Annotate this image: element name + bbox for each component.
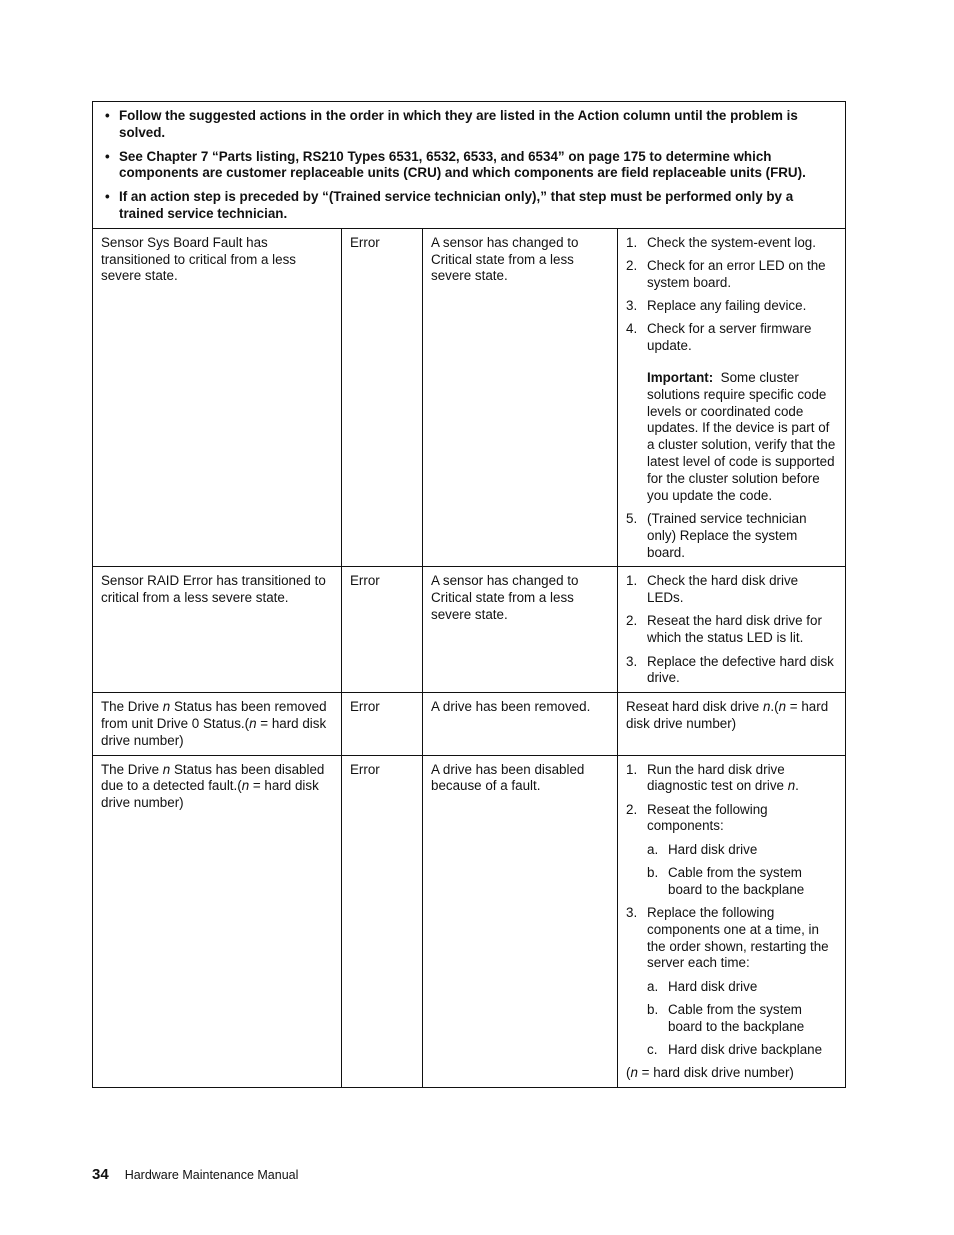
description-cell [423, 228, 618, 567]
action-step: 1. Check the hard disk drive LEDs. [626, 573, 799, 606]
error-code-table [92, 101, 846, 1088]
message-cell [93, 693, 342, 755]
action-cell [618, 228, 846, 567]
description-text: A sensor has changed to Critical state from a less severe state. [431, 234, 579, 284]
page-number: 34 [92, 1166, 109, 1183]
severity-text: Error [350, 234, 380, 250]
action-steps [626, 762, 838, 1059]
message-text: Sensor RAID Error has transitioned to critical from a less severe state. [101, 573, 326, 606]
sub-step: b. Cable from the system board to the backplane [647, 864, 805, 897]
message-text: The Drive n Status has been disabled due to a detected fault.(n = hard disk drive number) [101, 761, 325, 811]
severity-cell [342, 567, 423, 693]
sub-step: c. Hard disk drive backplane [647, 1042, 823, 1058]
message-cell [93, 567, 342, 693]
severity-text: Error [350, 699, 380, 715]
table-row [93, 567, 846, 693]
message-cell [93, 755, 342, 1088]
table-header-notes [93, 102, 846, 229]
page-footer [92, 1166, 298, 1183]
severity-cell [342, 755, 423, 1088]
manual-title: Hardware Maintenance Manual [124, 1168, 299, 1182]
important-note [647, 370, 838, 504]
action-step: 5. (Trained service technician only) Replace the system board. [626, 510, 807, 560]
action-step: 2. Check for an error LED on the system board. [626, 258, 826, 290]
action-step: 2. Reseat the following components: a. Hard disk drive b. Cable from the system board to the backplane [626, 802, 838, 899]
notes-cell [93, 102, 846, 229]
table-row [93, 228, 846, 567]
severity-cell [342, 228, 423, 567]
message-text: Sensor Sys Board Fault has transitioned to critical from a less severe state. [101, 234, 296, 284]
severity-text: Error [350, 761, 380, 777]
severity-text: Error [350, 573, 380, 589]
sub-step: a. Hard disk drive [647, 841, 758, 857]
action-step: 3. Replace any failing device. [626, 298, 807, 314]
action-cell [618, 693, 846, 755]
action-step: 1. Check the system-event log. [626, 234, 816, 250]
description-cell [423, 755, 618, 1088]
description-cell [423, 693, 618, 755]
table-row [93, 693, 846, 755]
sub-steps [647, 842, 838, 899]
sub-step: a. Hard disk drive [647, 978, 758, 994]
message-text: The Drive n Status has been removed from unit Drive 0 Status.(n = hard disk drive number) [101, 699, 327, 748]
action-step: 3. Replace the defective hard disk drive. [626, 653, 834, 686]
sub-step: b. Cable from the system board to the backplane [647, 1002, 805, 1034]
note-item: • If an action step is preceded by “(Trained service technician only),” that step must be performed only by a trained service technician. [101, 189, 838, 223]
important-text: Some cluster solutions require specific code levels or coordinated code updates. If the device is part of a cluster solution, verify that the latest level of code is supported for the cluster solution before you update the code. [647, 370, 836, 503]
note-item: • Follow the suggested actions in the order in which they are listed in the Action column until the problem is solved. [101, 108, 838, 142]
action-step: 1. Run the hard disk drive diagnostic test on drive n. [626, 761, 799, 794]
action-steps [626, 573, 838, 687]
action-step: 3. Replace the following components one at a time, in the order shown, restarting the server each time: a. Hard disk drive b. Cable from the system board to the backplane c. Hard disk drive backplane [626, 905, 838, 1059]
description-text: A drive has been removed. [431, 699, 591, 715]
table-row [93, 755, 846, 1088]
message-cell [93, 228, 342, 567]
action-text: Reseat hard disk drive n.(n = hard disk drive number) [626, 699, 829, 731]
important-label: Important: [647, 370, 714, 386]
description-text: A sensor has changed to Critical state from a less severe state. [431, 573, 579, 622]
action-cell [618, 567, 846, 693]
action-step: 4. Check for a server firmware update. Important: Some cluster solutions require specific code levels or coordinated code updates. If the device is part of a cluster solution, verify that the latest level of code is supported for the cluster solution before you update the code. [626, 321, 838, 504]
action-cell [618, 755, 846, 1088]
action-step: 2. Reseat the hard disk drive for which the status LED is lit. [626, 613, 822, 646]
drive-number-note: (n = hard disk drive number) [626, 1065, 794, 1081]
sub-steps [647, 979, 838, 1059]
action-steps [626, 235, 838, 562]
description-cell [423, 567, 618, 693]
severity-cell [342, 693, 423, 755]
note-item: • See Chapter 7 “Parts listing, RS210 Types 6531, 6532, 6533, and 6534” on page 175 to determine which components are customer replaceable units (CRU) and which components are field replaceable units (FRU). [101, 149, 838, 183]
description-text: A drive has been disabled because of a fault. [431, 761, 585, 794]
notes-list [101, 108, 838, 223]
